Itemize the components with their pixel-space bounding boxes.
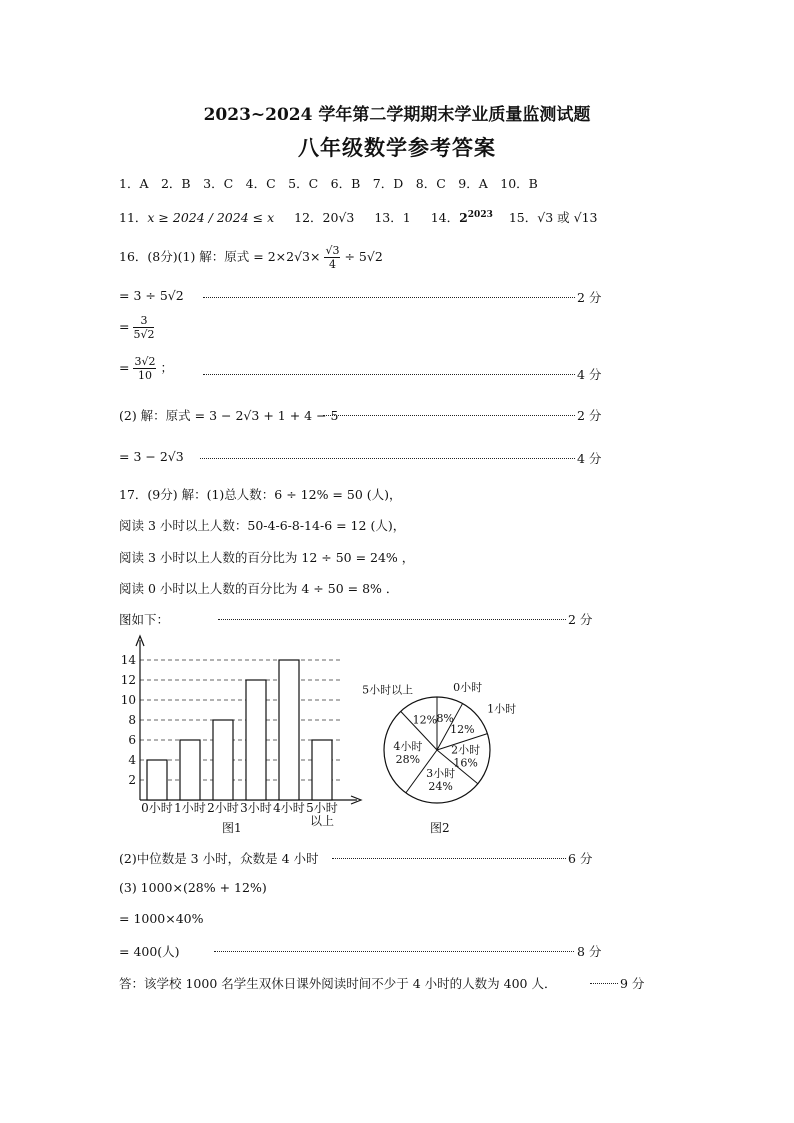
q16-step3-prefix: = (119, 360, 130, 375)
q17-part2: (2)中位数是 3 小时，众数是 4 小时 (119, 851, 319, 866)
q16-step3-score: 4 分 (577, 367, 602, 382)
bar-1小时 (180, 740, 200, 800)
pie-chart (362, 672, 520, 812)
pie-percent: 12% (412, 713, 438, 727)
pie-label: 2小时 (451, 743, 481, 757)
x-tick-label: 1小时 (174, 801, 206, 815)
pie-percent: 28% (395, 752, 421, 766)
q14-exponent: 2023 (467, 209, 493, 220)
score-leader (203, 297, 575, 298)
y-tick-label: 8 (128, 713, 136, 727)
q16-step2-prefix: = (119, 319, 130, 334)
y-tick-label: 6 (128, 733, 136, 747)
q16-step1-score: 2 分 (577, 290, 602, 305)
pie-label: 3小时 (426, 766, 456, 780)
bar-3小时 (246, 680, 266, 800)
q16-step3 (119, 355, 173, 382)
score-leader (590, 983, 618, 984)
q15-answer: √3 或 √13 (537, 210, 598, 225)
q17-line3: 阅读 3 小时以上人数的百分比为 12 ÷ 50 = 24% ， (119, 550, 415, 565)
pie-chart-caption: 图2 (430, 821, 450, 835)
q17-figure-label: 图如下： (119, 612, 170, 627)
q16-step3-num: 3√2 (134, 355, 156, 368)
pie-percent: 16% (453, 756, 478, 770)
x-tick-label-cont: 以上 (309, 814, 335, 828)
page-title: 2023~2024 学年第二学期期末学业质量监测试题 (203, 105, 591, 125)
q16-step3-den: 10 (137, 369, 152, 382)
score-leader (218, 619, 566, 620)
q16-step2-den: 5√2 (133, 328, 155, 341)
bar-2小时 (213, 720, 233, 800)
q16-header-frac-num: √3 (325, 244, 340, 257)
x-tick-label: 2小时 (207, 801, 239, 815)
bar-0小时 (147, 760, 167, 800)
q17-answer-score: 9 分 (620, 976, 645, 991)
x-tick-label: 4小时 (273, 801, 305, 815)
q17-part3-score: 8 分 (577, 944, 602, 959)
q16-step2 (119, 314, 154, 341)
q17-answer: 答：该学校 1000 名学生双休日课外阅读时间不少于 4 小时的人数为 400 人． (119, 976, 557, 991)
q16-header-tail: ÷ 5√2 (344, 249, 383, 264)
q17-line1: 17．(9分) 解：(1)总人数：6 ÷ 12% = 50 (人)， (119, 487, 402, 502)
score-leader (200, 458, 575, 459)
q11-label: 11． (119, 210, 148, 225)
q16-step1: = 3 ÷ 5√2 (119, 288, 184, 303)
pie-outer-label: 1小时 (487, 702, 517, 716)
q12-label: 12． (294, 210, 323, 225)
y-tick-label: 10 (120, 693, 136, 707)
q12-answer: 20√3 (322, 210, 355, 225)
q17-part3-line1: (3) 1000×(28% + 12%) (119, 880, 267, 895)
q17-figure-score: 2 分 (568, 612, 593, 627)
page-subtitle: 八年级数学参考答案 (298, 135, 496, 160)
q17-line4: 阅读 0 小时以上人数的百分比为 4 ÷ 50 = 8% ． (119, 581, 399, 596)
q11-answer: x ≥ 2024 / 2024 ≤ x (147, 210, 275, 225)
y-tick-label: 14 (120, 653, 136, 667)
x-tick-label: 0小时 (141, 801, 173, 815)
score-leader (214, 951, 574, 952)
y-tick-label: 2 (128, 773, 136, 787)
fill-blank-answers (119, 208, 598, 226)
q16-part2-score: 2 分 (577, 408, 602, 423)
q16-header-text: 16．(8分)(1) 解：原式 = 2×2√3× (119, 249, 321, 264)
q17-part3-line2: = 1000×40% (119, 911, 204, 926)
pie-outer-label: 5小时以上 (362, 683, 414, 697)
q17-line2: 阅读 3 小时以上人数：50-4-6-8-14-6 = 12 (人)， (119, 518, 406, 533)
pie-percent: 8% (436, 712, 454, 726)
q14-label: 14． (430, 210, 460, 225)
pie-outer-label: 0小时 (453, 681, 483, 695)
q16-part2: (2) 解：原式 = 3 − 2√3 + 1 + 4 − 5 (119, 408, 339, 423)
x-tick-label: 5小时 (306, 801, 338, 815)
q15-label: 15． (508, 210, 538, 225)
q14-base: 2 (459, 210, 468, 225)
y-tick-label: 4 (128, 753, 136, 767)
q16-header (119, 244, 383, 271)
score-leader (332, 858, 566, 859)
bar-4小时 (279, 660, 299, 800)
q16-step2-num: 3 (133, 314, 154, 328)
q13-answer: 13．1 (374, 210, 411, 225)
x-tick-label: 3小时 (240, 801, 272, 815)
pie-label: 4小时 (393, 739, 423, 753)
mc-answers: 1．A 2．B 3．C 4．C 5．C 6．B 7．D 8．C 9．A 10．B (119, 176, 538, 191)
score-leader (203, 374, 575, 375)
bar-chart-caption: 图1 (222, 821, 242, 835)
q17-part2-score: 6 分 (568, 851, 593, 866)
bar-5小时以上 (312, 740, 332, 800)
q17-part3-line3: = 400(人) (119, 944, 180, 959)
q16-part2-result: = 3 − 2√3 (119, 449, 184, 464)
q16-header-frac-den: 4 (328, 258, 336, 271)
y-tick-label: 12 (120, 673, 136, 687)
pie-percent: 12% (450, 723, 475, 737)
q16-part2-result-score: 4 分 (577, 451, 602, 466)
score-leader (323, 415, 575, 416)
pie-percent: 24% (428, 779, 453, 793)
bar-chart (115, 632, 365, 840)
q16-step3-suffix: ； (160, 360, 173, 375)
